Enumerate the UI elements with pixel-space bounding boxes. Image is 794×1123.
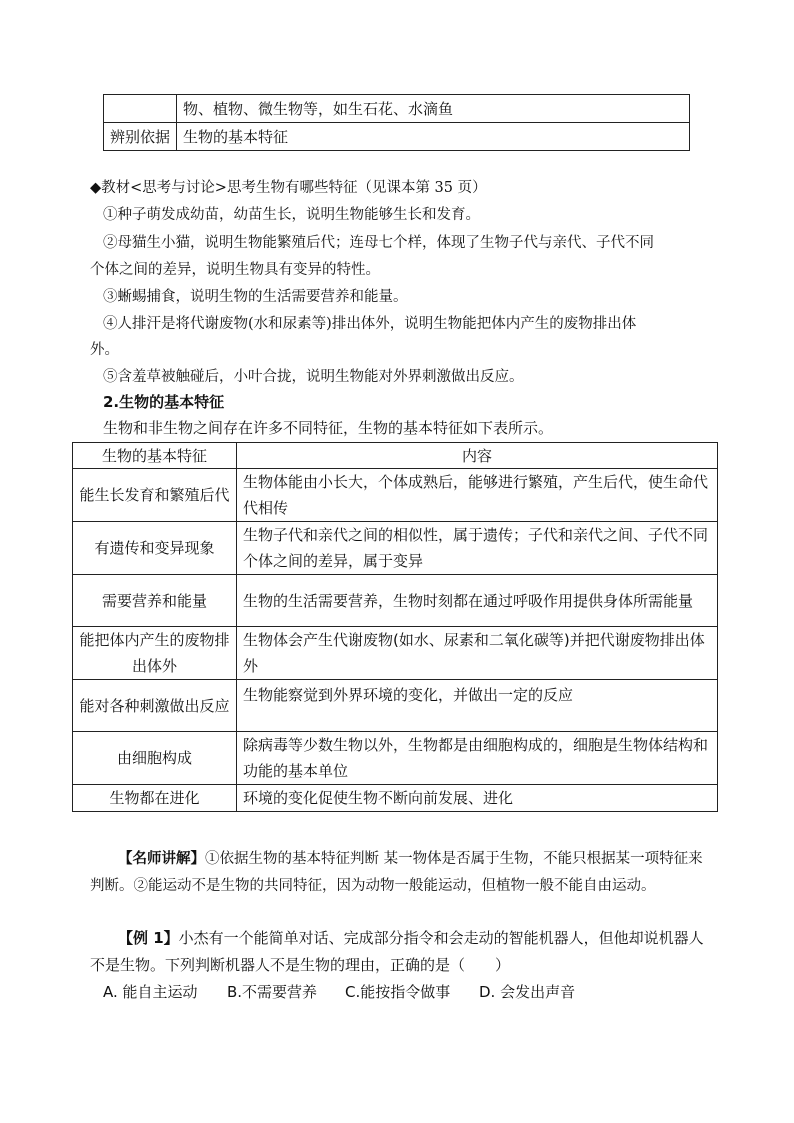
table-header-row xyxy=(73,443,718,469)
feature-cell: 生物都在进化 xyxy=(73,785,237,812)
feature-cell: 能把体内产生的废物排出体外 xyxy=(73,627,237,680)
example-question xyxy=(90,925,715,979)
table-row xyxy=(104,123,690,151)
table-row xyxy=(73,627,718,680)
table-row xyxy=(73,522,718,575)
option-b: B.不需要营养 xyxy=(227,983,318,1001)
think-item: ②母猫生小猫，说明生物能繁殖后代；连母七个样，体现了生物子代与亲代、子代不同 xyxy=(103,235,654,251)
content-cell: 生物的生活需要营养，生物时刻都在通过呼吸作用提供身体所需能量 xyxy=(237,575,718,627)
content-cell: 生物子代和亲代之间的相似性，属于遗传；子代和亲代之间、子代不同个体之间的差异，属于变异 xyxy=(237,522,718,575)
example-question-text: 小杰有一个能简单对话、完成部分指令和会走动的智能机器人，但他却说机器人不是生物。下列判断机器人不是生物的理由，正确的是（ ） xyxy=(90,929,704,974)
table-row xyxy=(73,469,718,522)
features-table xyxy=(72,442,718,812)
feature-cell: 能对各种刺激做出反应 xyxy=(73,680,237,732)
table-cell-content: 物、植物、微生物等，如生石花、水滴鱼 xyxy=(177,95,690,123)
table-row xyxy=(73,575,718,627)
content-cell: 环境的变化促使生物不断向前发展、进化 xyxy=(237,785,718,812)
content-cell: 生物体能由小长大，个体成熟后，能够进行繁殖，产生后代，使生命代代相传 xyxy=(237,469,718,522)
table-row xyxy=(73,732,718,785)
table-row xyxy=(73,785,718,812)
table-row xyxy=(104,95,690,123)
option-d: D. 会发出声音 xyxy=(479,983,576,1001)
think-discuss-title: ◆教材<思考与讨论>思考生物有哪些特征（见课本第 35 页） xyxy=(90,180,487,196)
table-header-feature: 生物的基本特征 xyxy=(73,443,237,469)
table-row xyxy=(73,680,718,732)
example-options xyxy=(103,981,575,1002)
section-intro: 生物和非生物之间存在许多不同特征，生物的基本特征如下表所示。 xyxy=(103,419,554,437)
section-heading: 2.生物的基本特征 xyxy=(103,393,225,411)
example-label: 【例 1】 xyxy=(118,929,179,947)
think-item: ③蜥蜴捕食，说明生物的生活需要营养和能量。 xyxy=(103,289,408,305)
table-cell-label: 辨别依据 xyxy=(104,123,177,151)
think-item: 外。 xyxy=(90,342,119,358)
teacher-note xyxy=(90,845,715,900)
table-header-content: 内容 xyxy=(237,443,718,469)
teacher-note-text: ①依据生物的基本特征判断 某一物体是否属于生物，不能只根据某一项特征来判断。②能运动不是生物的共同特征，因为动物一般能运动，但植物一般不能自由运动。 xyxy=(90,851,703,894)
option-a: A. 能自主运动 xyxy=(103,983,198,1001)
table-cell-content: 生物的基本特征 xyxy=(177,123,690,151)
teacher-note-label: 【名师讲解】 xyxy=(118,850,205,867)
option-c: C.能按指令做事 xyxy=(345,983,451,1001)
feature-cell: 能生长发育和繁殖后代 xyxy=(73,469,237,522)
think-item: ④人排汗是将代谢废物(水和尿素等)排出体外，说明生物能把体内产生的废物排出体 xyxy=(103,316,637,332)
content-cell: 生物体会产生代谢废物(如水、尿素和二氧化碳等)并把代谢废物排出体外 xyxy=(237,627,718,680)
feature-cell: 有遗传和变异现象 xyxy=(73,522,237,575)
think-item: 个体之间的差异，说明生物具有变异的特性。 xyxy=(90,262,380,278)
table-cell-label xyxy=(104,95,177,123)
top-table-fragment xyxy=(103,94,690,151)
think-item: ①种子萌发成幼苗，幼苗生长，说明生物能够生长和发育。 xyxy=(103,207,480,223)
feature-cell: 由细胞构成 xyxy=(73,732,237,785)
feature-cell: 需要营养和能量 xyxy=(73,575,237,627)
content-cell: 除病毒等少数生物以外，生物都是由细胞构成的，细胞是生物体结构和功能的基本单位 xyxy=(237,732,718,785)
content-cell: 生物能察觉到外界环境的变化，并做出一定的反应 xyxy=(237,680,718,732)
think-item: ⑤含羞草被触碰后，小叶合拢，说明生物能对外界刺激做出反应。 xyxy=(103,369,524,385)
